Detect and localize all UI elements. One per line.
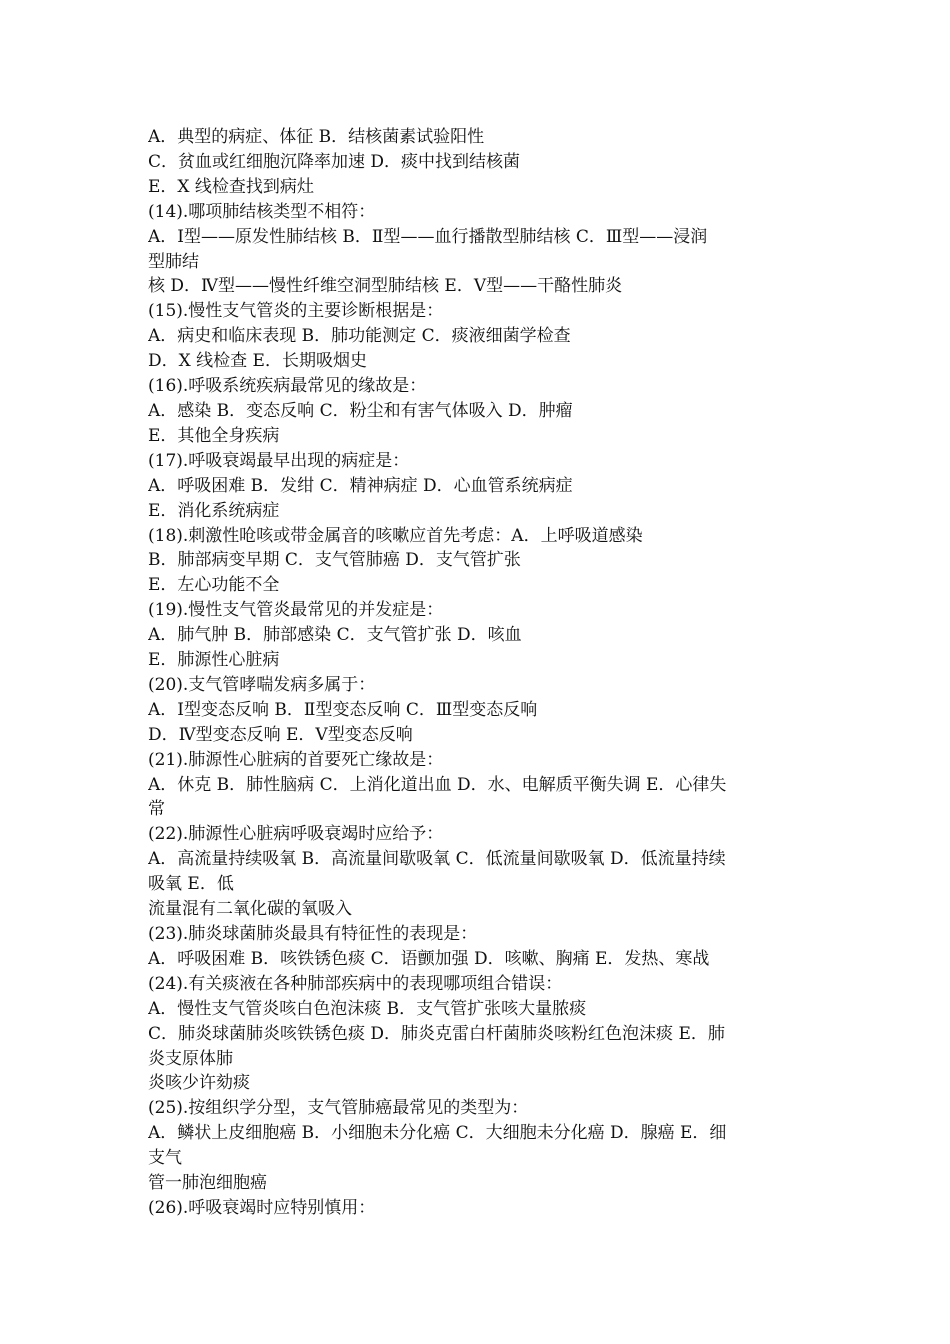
text-line: E．消化系统病症 — [148, 500, 280, 521]
question-21: (21).肺源性心脏病的首要死亡缘故是： — [148, 749, 444, 770]
text-line: A．病史和临床表现 B．肺功能测定 C．痰液细菌学检查 — [148, 326, 571, 347]
text-line: C．贫血或红细胞沉降率加速 D．痰中找到结核菌 — [148, 151, 521, 172]
text-line: B．肺部病变早期 C．支气管肺癌 D．支气管扩张 — [148, 550, 521, 571]
question-18: (18).刺激性呛咳或带金属音的咳嗽应首先考虑：A．上呼吸道感染 — [148, 525, 643, 546]
question-26: (26).呼吸衰竭时应特别慎用： — [148, 1197, 376, 1218]
text-line: A．鳞状上皮细胞癌 B．小细胞未分化癌 C．大细胞未分化癌 D．腺癌 E．细 — [148, 1123, 727, 1144]
text-line: 吸氧 E．低 — [148, 874, 234, 895]
text-line: A．慢性支气管炎咳白色泡沫痰 B．支气管扩张咳大量脓痰 — [148, 998, 587, 1019]
text-line: C．肺炎球菌肺炎咳铁锈色痰 D．肺炎克雷白杆菌肺炎咳粉红色泡沫痰 E．肺 — [148, 1023, 725, 1044]
question-16: (16).呼吸系统疾病最常见的缘故是： — [148, 376, 427, 397]
question-14: (14).哪项肺结核类型不相符： — [148, 201, 376, 222]
text-line: 炎支原体肺 — [148, 1048, 233, 1069]
text-line: A．休克 B．肺性脑病 C．上消化道出血 D．水、电解质平衡失调 E．心律失 — [148, 774, 727, 795]
text-line: A．呼吸困难 B．咳铁锈色痰 C．语颤加强 D．咳嗽、胸痛 E．发热、寒战 — [148, 948, 710, 969]
text-line: E．其他全身疾病 — [148, 425, 280, 446]
text-line: A．感染 B．变态反响 C．粉尘和有害气体吸入 D．肿瘤 — [148, 400, 573, 421]
text-line: E．肺源性心脏病 — [148, 650, 280, 671]
question-20: (20).支气管哮喘发病多属于： — [148, 674, 376, 695]
question-17: (17).呼吸衰竭最早出现的病症是： — [148, 450, 410, 471]
question-24: (24).有关痰液在各种肺部疾病中的表现哪项组合错误： — [148, 973, 563, 994]
question-23: (23).肺炎球菌肺炎最具有特征性的表现是： — [148, 924, 478, 944]
question-19: (19).慢性支气管炎最常见的并发症是： — [148, 600, 444, 621]
question-25: (25).按组织学分型，支气管肺癌最常见的类型为： — [148, 1098, 529, 1119]
text-line: 核 D．Ⅳ型——慢性纤维空洞型肺结核 E．Ⅴ型——干酪性肺炎 — [148, 276, 623, 297]
text-line: 炎咳少许劾痰 — [148, 1073, 250, 1094]
document-page — [148, 125, 798, 1221]
text-line: 管一肺泡细胞癌 — [148, 1173, 267, 1194]
text-line: 常 — [148, 799, 165, 820]
text-line: A．高流量持续吸氧 B．高流量间歇吸氧 C．低流量间歇吸氧 D．低流量持续 — [148, 849, 726, 870]
text-line: A．呼吸困难 B．发绀 C．精神病症 D．心血管系统病症 — [148, 475, 573, 496]
text-line: 支气 — [148, 1148, 182, 1169]
text-line: E．X 线检查找到病灶 — [148, 176, 314, 197]
question-15: (15).慢性支气管炎的主要诊断根据是： — [148, 301, 444, 322]
text-line: A．肺气肿 B．肺部感染 C．支气管扩张 D．咳血 — [148, 625, 522, 646]
text-line: E．左心功能不全 — [148, 575, 280, 596]
text-line: 流量混有二氧化碳的氧吸入 — [148, 899, 352, 920]
text-line: 型肺结 — [148, 251, 199, 272]
text-line: A．典型的病症、体征 B．结核菌素试验阳性 — [148, 127, 485, 147]
text-line: D．X 线检查 E．长期吸烟史 — [148, 351, 367, 372]
text-line: D．Ⅳ型变态反响 E．Ⅴ型变态反响 — [148, 724, 413, 745]
text-line: A．Ⅰ型——原发性肺结核 B．Ⅱ型——血行播散型肺结核 C．Ⅲ型——浸润 — [148, 226, 708, 247]
question-22: (22).肺源性心脏病呼吸衰竭时应给予： — [148, 824, 444, 845]
text-line: A．Ⅰ型变态反响 B．Ⅱ型变态反响 C．Ⅲ型变态反响 — [148, 699, 538, 720]
